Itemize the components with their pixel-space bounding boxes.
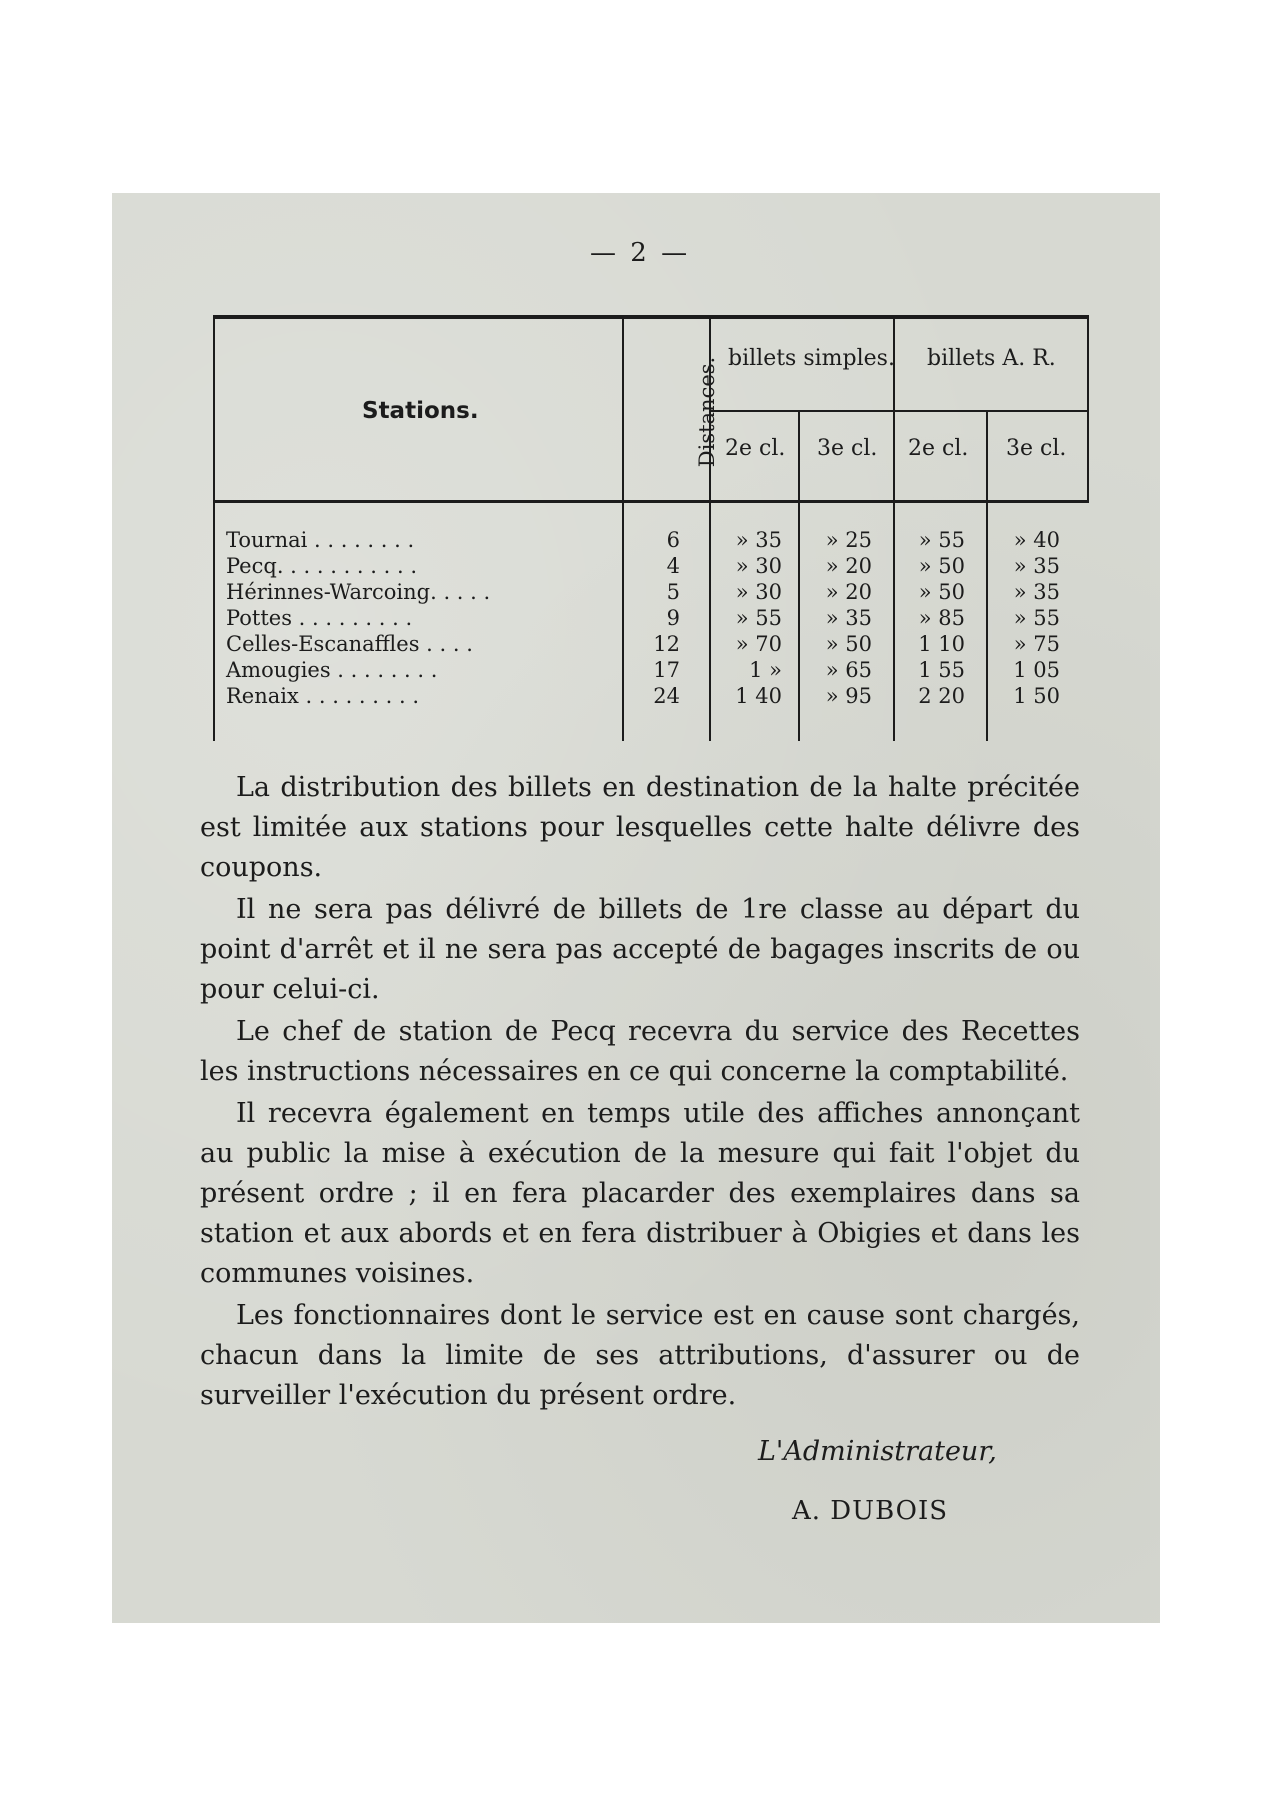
distance-value: 4 (666, 554, 680, 578)
price-simple-3: » 95 (825, 684, 872, 708)
price-simple-3: » 25 (825, 528, 872, 552)
page-number: — 2 — (590, 238, 691, 268)
header-distances: Distances. (695, 356, 720, 468)
distance-value: 6 (666, 528, 680, 552)
header-2e-cl-ar: 2e cl. (908, 436, 969, 461)
paragraph: Il ne sera pas délivré de billets de 1re classe au départ du point d'arrêt et il ne sera pas accepté de bagages inscrits de ou pour celui-ci. (200, 894, 1080, 1005)
header-billets-ar: billets A. R. (927, 346, 1056, 371)
price-ar-3: 1 05 (1013, 658, 1060, 682)
distance-value: 12 (653, 632, 680, 656)
paragraph: La distribution des billets en destination de la halte précitée est limitée aux stations pour lesquelles cette halte délivre des coupons. (200, 772, 1080, 883)
distance-value: 17 (653, 658, 680, 682)
station-name: Celles-Escanaffles . . . . (226, 632, 473, 656)
header-stations: Stations. (362, 398, 479, 424)
subheader-rule (709, 410, 1087, 412)
signature-name: A. DUBOIS (792, 1496, 949, 1526)
body-text (200, 768, 1080, 1418)
table-top-rule (213, 315, 1089, 319)
price-simple-3: » 20 (825, 580, 872, 604)
price-ar-3: » 35 (1013, 580, 1060, 604)
price-ar-3: » 55 (1013, 606, 1060, 630)
distance-value: 9 (666, 606, 680, 630)
paragraph: Les fonctionnaires dont le service est en cause sont chargés, chacun dans la limite de ses attributions, d'assurer ou de surveiller l'exécution du présent ordre. (200, 1300, 1080, 1411)
paragraph: Il recevra également en temps utile des affiches annonçant au public la mise à exécution de la mesure qui fait l'objet du présent ordre ; il en fera placarder des exemplaires dans sa station et aux abords et en fera distribuer à Obigies et dans les communes voisines. (200, 1098, 1080, 1289)
price-simple-3: » 20 (825, 554, 872, 578)
price-simple-3: » 35 (825, 606, 872, 630)
station-name: Hérinnes-Warcoing. . . . . (226, 580, 491, 604)
distance-value: 5 (666, 580, 680, 604)
signature-title: L'Administrateur, (758, 1436, 997, 1467)
table-left-rule (213, 315, 215, 741)
price-ar-2: » 50 (918, 554, 965, 578)
station-name: Pottes . . . . . . . . . (226, 606, 413, 630)
header-billets-simples: billets simples. (728, 346, 895, 371)
price-ar-3: » 75 (1013, 632, 1060, 656)
column-rule (622, 315, 624, 741)
price-simple-2: » 30 (735, 580, 782, 604)
price-simple-2: » 35 (735, 528, 782, 552)
price-ar-2: » 85 (918, 606, 965, 630)
price-ar-2: 2 20 (918, 684, 965, 708)
table-header-rule (213, 500, 1089, 503)
header-3e-cl: 3e cl. (817, 436, 878, 461)
station-name: Tournai . . . . . . . . (226, 528, 415, 552)
price-simple-2: » 70 (735, 632, 782, 656)
station-name: Pecq. . . . . . . . . . . (226, 554, 417, 578)
header-2e-cl: 2e cl. (725, 436, 786, 461)
price-simple-3: » 50 (825, 632, 872, 656)
price-ar-3: » 35 (1013, 554, 1060, 578)
price-simple-3: » 65 (825, 658, 872, 682)
price-ar-2: 1 55 (918, 658, 965, 682)
price-ar-2: 1 10 (918, 632, 965, 656)
header-3e-cl-ar: 3e cl. (1006, 436, 1067, 461)
price-ar-2: » 50 (918, 580, 965, 604)
price-ar-3: » 40 (1013, 528, 1060, 552)
price-simple-2: » 55 (735, 606, 782, 630)
distance-value: 24 (653, 684, 680, 708)
price-ar-2: » 55 (918, 528, 965, 552)
station-name: Renaix . . . . . . . . . (226, 684, 419, 708)
table-right-rule (1087, 315, 1089, 501)
price-ar-3: 1 50 (1013, 684, 1060, 708)
price-simple-2: » 30 (735, 554, 782, 578)
paragraph: Le chef de station de Pecq recevra du service des Recettes les instructions nécessaires en ce qui concerne la comptabilité. (200, 1016, 1080, 1087)
price-simple-2: 1 » (749, 658, 782, 682)
station-name: Amougies . . . . . . . . (226, 658, 438, 682)
price-simple-2: 1 40 (735, 684, 782, 708)
